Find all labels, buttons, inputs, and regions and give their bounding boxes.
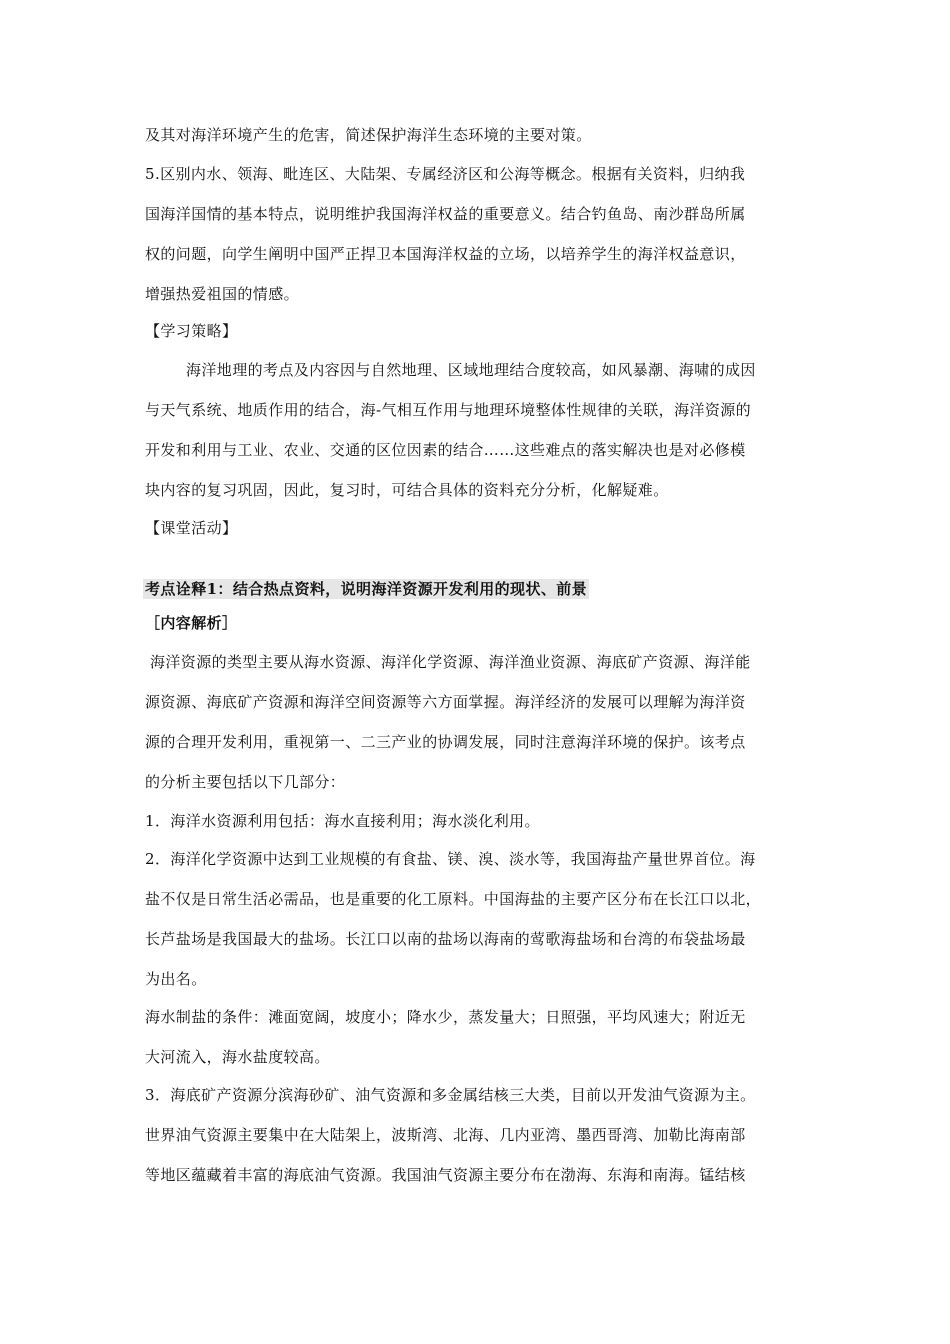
list-item: 3．海底矿产资源分滨海砂矿、油气资源和多金属结核三大类，目前以开发油气资源为主。 xyxy=(145,1086,756,1104)
text-line: 块内容的复习巩固，因此，复习时，可结合具体的资料充分分析，化解疑难。 xyxy=(145,481,669,499)
text-line: 增强热爱祖国的情感。 xyxy=(145,285,300,303)
text-line: 源资源、海底矿产资源和海洋空间资源等六方面掌握。海洋经济的发展可以理解为海洋资 xyxy=(145,693,746,711)
text-line: 海水制盐的条件：滩面宽阔，坡度小；降水少，蒸发量大；日照强，平均风速大；附近无 xyxy=(145,1008,746,1026)
text-line: 5.区别内水、领海、毗连区、大陆架、专属经济区和公海等概念。根据有关资料，归纳我 xyxy=(145,165,746,183)
text-line: 海洋资源的类型主要从海水资源、海洋化学资源、海洋渔业资源、海底矿产资源、海洋能 xyxy=(150,653,751,671)
text-line: 的分析主要包括以下几部分： xyxy=(145,773,346,791)
section-heading-class-activity: 【课堂活动】 xyxy=(145,519,238,537)
list-item: 1．海洋水资源利用包括：海水直接利用；海水淡化利用。 xyxy=(145,812,540,830)
list-item: 2．海洋化学资源中达到工业规模的有食盐、镁、溴、淡水等，我国海盐产量世界首位。海 xyxy=(145,850,756,868)
text-line: 等地区蕴藏着丰富的海底油气资源。我国油气资源主要分布在渤海、东海和南海。锰结核 xyxy=(145,1166,746,1184)
text-line: 源的合理开发利用，重视第一、二三产业的协调发展，同时注意海洋环境的保护。该考点 xyxy=(145,733,746,751)
exam-point-heading: 考点诠释1：结合热点资料，说明海洋资源开发利用的现状、前景 xyxy=(145,580,588,598)
text-line: 为出名。 xyxy=(145,970,207,988)
text-line: 及其对海洋环境产生的危害，简述保护海洋生态环境的主要对策。 xyxy=(145,126,592,144)
text-line: 海洋地理的考点及内容因与自然地理、区域地理结合度较高，如风暴潮、海啸的成因 xyxy=(186,361,756,379)
text-line: 世界油气资源主要集中在大陆架上，波斯湾、北海、几内亚湾、墨西哥湾、加勒比海南部 xyxy=(145,1126,746,1144)
content-analysis-heading: ［内容解析］ xyxy=(145,614,238,632)
text-line: 大河流入，海水盐度较高。 xyxy=(145,1048,330,1066)
section-heading-learning-strategy: 【学习策略】 xyxy=(145,322,238,340)
text-line: 国海洋国情的基本特点，说明维护我国海洋权益的重要意义。结合钓鱼岛、南沙群岛所属 xyxy=(145,205,746,223)
text-line: 与天气系统、地质作用的结合，海-气相互作用与地理环境整体性规律的关联，海洋资源的 xyxy=(145,401,752,419)
text-line: 盐不仅是日常生活必需品，也是重要的化工原料。中国海盐的主要产区分布在长江口以北， xyxy=(145,890,762,908)
text-line: 长芦盐场是我国最大的盐场。长江口以南的盐场以海南的莺歌海盐场和台湾的布袋盐场最 xyxy=(145,930,746,948)
text-line: 权的问题，向学生阐明中国严正捍卫本国海洋权益的立场，以培养学生的海洋权益意识， xyxy=(145,245,746,263)
text-line: 开发和利用与工业、农业、交通的区位因素的结合……这些难点的落实解决也是对必修模 xyxy=(145,441,746,459)
